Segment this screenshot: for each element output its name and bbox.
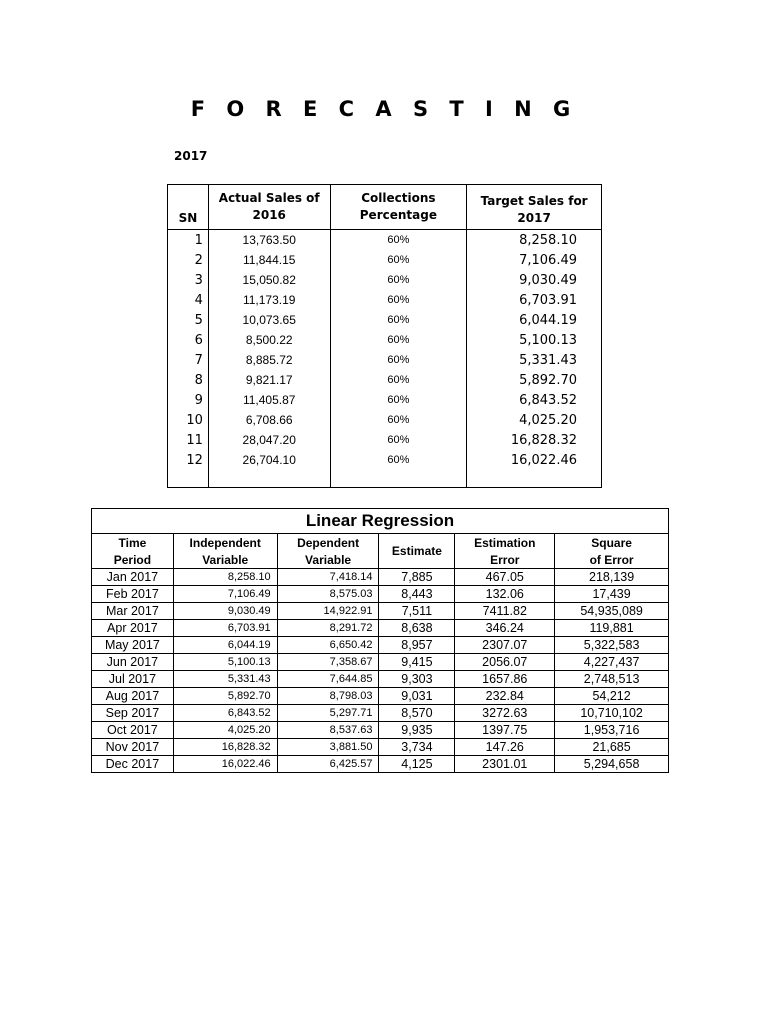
cell-independent: 5,331.43 [173, 671, 277, 688]
cell-actual: 10,073.65 [208, 310, 330, 330]
cell-estimate: 7,511 [379, 603, 455, 620]
cell-period: Oct 2017 [92, 722, 174, 739]
spacer-cell [467, 470, 602, 488]
table-row [168, 290, 602, 310]
cell-pct: 60% [330, 370, 467, 390]
header-period: Period [92, 551, 174, 569]
cell-actual: 8,885.72 [208, 350, 330, 370]
cell-estimate: 9,303 [379, 671, 455, 688]
cell-pct: 60% [330, 390, 467, 410]
cell-pct: 60% [330, 350, 467, 370]
cell-period: Jan 2017 [92, 569, 174, 586]
cell-period: Feb 2017 [92, 586, 174, 603]
header-target-sales: Target Sales for 2017 [467, 185, 602, 230]
table-row [168, 430, 602, 450]
cell-sn: 4 [168, 290, 209, 310]
table-row [168, 230, 602, 251]
cell-estimate: 4,125 [379, 756, 455, 773]
header-estimation: Estimation [455, 534, 555, 552]
linear-regression-table [91, 508, 669, 773]
cell-independent: 16,828.32 [173, 739, 277, 756]
cell-sn: 3 [168, 270, 209, 290]
cell-pct: 60% [330, 270, 467, 290]
cell-sn: 12 [168, 450, 209, 470]
cell-square-error: 119,881 [555, 620, 669, 637]
cell-dependent: 5,297.71 [277, 705, 379, 722]
cell-estimate: 8,570 [379, 705, 455, 722]
table-row [92, 569, 669, 586]
spacer-cell [330, 470, 467, 488]
spacer-cell [168, 470, 209, 488]
cell-independent: 4,025.20 [173, 722, 277, 739]
header-dependent: Dependent [277, 534, 379, 552]
header-actual-line2: 2016 [252, 208, 286, 222]
cell-dependent: 8,291.72 [277, 620, 379, 637]
cell-error: 3272.63 [455, 705, 555, 722]
cell-dependent: 7,418.14 [277, 569, 379, 586]
cell-estimate: 9,935 [379, 722, 455, 739]
table-row [168, 410, 602, 430]
cell-target: 8,258.10 [467, 230, 602, 251]
cell-target: 6,703.91 [467, 290, 602, 310]
table-row [92, 603, 669, 620]
cell-square-error: 17,439 [555, 586, 669, 603]
header-variable-dep: Variable [277, 551, 379, 569]
cell-actual: 8,500.22 [208, 330, 330, 350]
cell-target: 5,331.43 [467, 350, 602, 370]
cell-dependent: 8,537.63 [277, 722, 379, 739]
cell-period: May 2017 [92, 637, 174, 654]
table-row [92, 586, 669, 603]
cell-estimate: 8,957 [379, 637, 455, 654]
cell-pct: 60% [330, 290, 467, 310]
header-independent: Independent [173, 534, 277, 552]
regression-caption: Linear Regression [92, 509, 669, 534]
cell-actual: 6,708.66 [208, 410, 330, 430]
cell-target: 5,892.70 [467, 370, 602, 390]
cell-target: 6,843.52 [467, 390, 602, 410]
cell-estimate: 8,443 [379, 586, 455, 603]
cell-dependent: 6,425.57 [277, 756, 379, 773]
cell-period: Mar 2017 [92, 603, 174, 620]
cell-sn: 10 [168, 410, 209, 430]
table-row [168, 310, 602, 330]
cell-sn: 2 [168, 250, 209, 270]
cell-target: 6,044.19 [467, 310, 602, 330]
cell-square-error: 2,748,513 [555, 671, 669, 688]
cell-period: Jul 2017 [92, 671, 174, 688]
table-row [168, 350, 602, 370]
cell-independent: 9,030.49 [173, 603, 277, 620]
cell-estimate: 3,734 [379, 739, 455, 756]
cell-dependent: 7,644.85 [277, 671, 379, 688]
cell-pct: 60% [330, 310, 467, 330]
table-row [168, 270, 602, 290]
cell-pct: 60% [330, 450, 467, 470]
header-estimate: Estimate [379, 534, 455, 569]
header-error: Error [455, 551, 555, 569]
cell-square-error: 10,710,102 [555, 705, 669, 722]
year-label: 2017 [174, 149, 208, 163]
table-row [92, 756, 669, 773]
cell-sn: 5 [168, 310, 209, 330]
cell-pct: 60% [330, 410, 467, 430]
cell-actual: 9,821.17 [208, 370, 330, 390]
spacer-cell [208, 470, 330, 488]
header-actual-line1: Actual Sales of [218, 191, 320, 205]
header-collections [330, 185, 467, 230]
cell-period: Dec 2017 [92, 756, 174, 773]
cell-target: 9,030.49 [467, 270, 602, 290]
cell-independent: 6,843.52 [173, 705, 277, 722]
table-row [92, 620, 669, 637]
cell-independent: 5,100.13 [173, 654, 277, 671]
cell-dependent: 8,575.03 [277, 586, 379, 603]
cell-estimate: 8,638 [379, 620, 455, 637]
header-collections-line1: Collections [361, 191, 436, 205]
table-row [92, 654, 669, 671]
cell-sn: 9 [168, 390, 209, 410]
cell-square-error: 4,227,437 [555, 654, 669, 671]
cell-independent: 6,703.91 [173, 620, 277, 637]
cell-error: 2307.07 [455, 637, 555, 654]
cell-square-error: 21,685 [555, 739, 669, 756]
table-row [168, 250, 602, 270]
header-variable-indep: Variable [173, 551, 277, 569]
cell-dependent: 14,922.91 [277, 603, 379, 620]
cell-sn: 1 [168, 230, 209, 251]
cell-actual: 13,763.50 [208, 230, 330, 251]
cell-error: 346.24 [455, 620, 555, 637]
cell-sn: 8 [168, 370, 209, 390]
cell-estimate: 9,031 [379, 688, 455, 705]
table-spacer-row [168, 470, 602, 488]
cell-error: 232.84 [455, 688, 555, 705]
sales-forecast-table [167, 184, 602, 488]
table-row [92, 739, 669, 756]
cell-estimate: 9,415 [379, 654, 455, 671]
cell-independent: 16,022.46 [173, 756, 277, 773]
cell-independent: 7,106.49 [173, 586, 277, 603]
cell-error: 2056.07 [455, 654, 555, 671]
cell-estimate: 7,885 [379, 569, 455, 586]
table-row [168, 330, 602, 350]
cell-pct: 60% [330, 430, 467, 450]
table-row [92, 671, 669, 688]
cell-sn: 11 [168, 430, 209, 450]
table-row [92, 705, 669, 722]
header-collections-line2: Percentage [359, 208, 437, 222]
cell-period: Aug 2017 [92, 688, 174, 705]
cell-target: 16,828.32 [467, 430, 602, 450]
cell-error: 7411.82 [455, 603, 555, 620]
cell-period: Jun 2017 [92, 654, 174, 671]
cell-dependent: 8,798.03 [277, 688, 379, 705]
cell-target: 7,106.49 [467, 250, 602, 270]
cell-error: 1397.75 [455, 722, 555, 739]
cell-square-error: 54,935,089 [555, 603, 669, 620]
cell-pct: 60% [330, 230, 467, 251]
cell-independent: 5,892.70 [173, 688, 277, 705]
cell-error: 467.05 [455, 569, 555, 586]
cell-actual: 28,047.20 [208, 430, 330, 450]
page-title: F O R E C A S T I N G [190, 97, 578, 121]
cell-pct: 60% [330, 330, 467, 350]
cell-independent: 6,044.19 [173, 637, 277, 654]
header-time: Time [92, 534, 174, 552]
table-row [92, 688, 669, 705]
cell-actual: 11,844.15 [208, 250, 330, 270]
cell-actual: 11,173.19 [208, 290, 330, 310]
cell-square-error: 1,953,716 [555, 722, 669, 739]
cell-sn: 6 [168, 330, 209, 350]
cell-actual: 15,050.82 [208, 270, 330, 290]
table-row [92, 722, 669, 739]
table-row [168, 450, 602, 470]
cell-error: 147.26 [455, 739, 555, 756]
cell-target: 4,025.20 [467, 410, 602, 430]
cell-pct: 60% [330, 250, 467, 270]
table-row [92, 637, 669, 654]
cell-error: 2301.01 [455, 756, 555, 773]
header-actual-sales [208, 185, 330, 230]
cell-actual: 11,405.87 [208, 390, 330, 410]
cell-period: Nov 2017 [92, 739, 174, 756]
cell-target: 5,100.13 [467, 330, 602, 350]
cell-error: 132.06 [455, 586, 555, 603]
cell-dependent: 7,358.67 [277, 654, 379, 671]
cell-sn: 7 [168, 350, 209, 370]
cell-dependent: 6,650.42 [277, 637, 379, 654]
cell-square-error: 5,294,658 [555, 756, 669, 773]
cell-target: 16,022.46 [467, 450, 602, 470]
cell-independent: 8,258.10 [173, 569, 277, 586]
cell-period: Sep 2017 [92, 705, 174, 722]
table-row [168, 370, 602, 390]
header-of-error: of Error [555, 551, 669, 569]
cell-actual: 26,704.10 [208, 450, 330, 470]
cell-error: 1657.86 [455, 671, 555, 688]
cell-period: Apr 2017 [92, 620, 174, 637]
cell-square-error: 54,212 [555, 688, 669, 705]
cell-square-error: 218,139 [555, 569, 669, 586]
cell-dependent: 3,881.50 [277, 739, 379, 756]
table-row [168, 390, 602, 410]
header-sn: SN [168, 185, 209, 230]
header-square: Square [555, 534, 669, 552]
cell-square-error: 5,322,583 [555, 637, 669, 654]
